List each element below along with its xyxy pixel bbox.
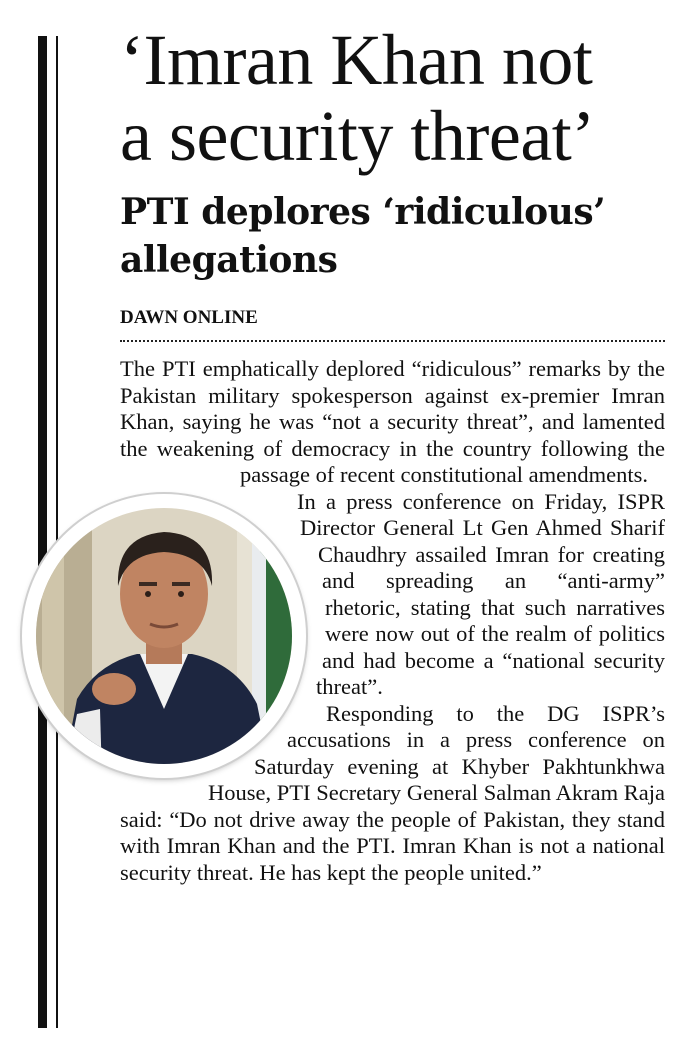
dotted-divider [120,340,665,342]
portrait-photo [22,494,306,778]
headline-line-2: a security threat’ [120,96,595,176]
subheadline [120,188,670,284]
portrait-image [22,494,306,778]
subheadline-line-2: allegations [120,239,338,281]
paragraph-3: Responding to the DG ISPR’s accusations in a press conference on Saturday evening at Khyber Pakhtunkhwa House, PTI Secretary General Salman Akram Raja said: “Do not drive away the people of Pakistan, they stand with Imran Khan and the PTI. Imran Khan is not a national security threat. He has kept the people united.” [120,700,665,885]
column-rule-thin [56,36,58,1028]
headline-line-1: ‘Imran Khan not [120,20,593,100]
byline: DAWN ONLINE [120,307,258,328]
column-rule-thick [38,36,47,1028]
paragraph-1: The PTI emphatically deplored “ridiculous” remarks by the Pakistan military spokesperson against ex-premier Imran Khan, saying he was “not a security threat”, and lamented the weakening of democracy in the country following the passage of recent constitutional amendments. [120,356,665,487]
headline [120,22,670,174]
subheadline-line-1: PTI deplores ‘ridiculous’ [120,191,606,233]
paragraph-2: In a press conference on Friday, ISPR Director General Lt Gen Ahmed Sharif Chaudhry assailed Imran for creating and spreading an “anti-army” rhetoric, stating that such narratives were now out of the realm of politics and had become a “national security threat”. [297,488,665,699]
